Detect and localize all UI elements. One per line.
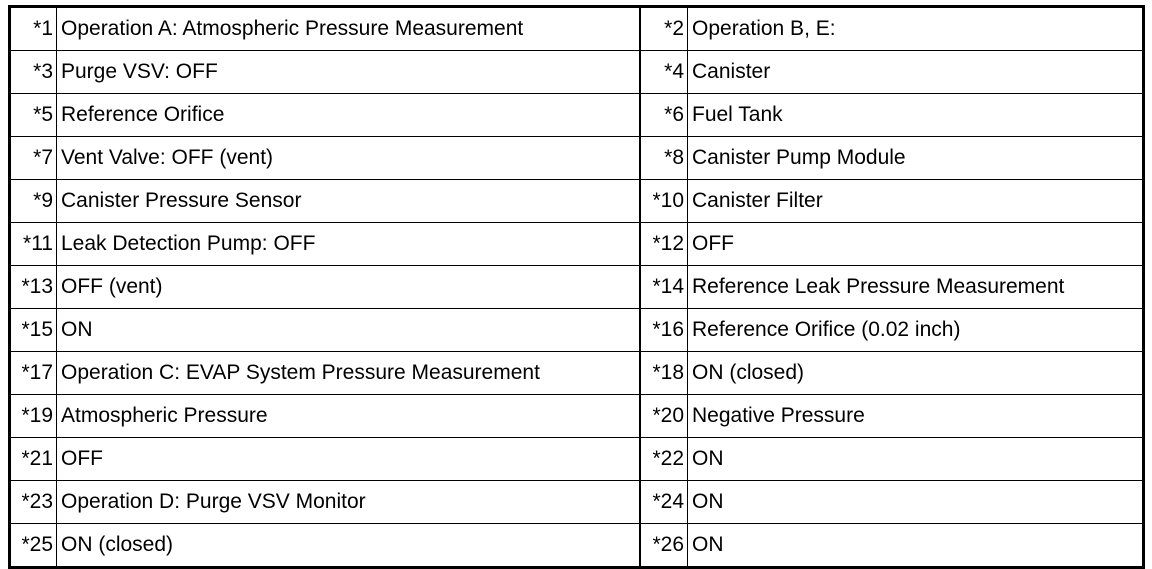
table-row [10, 395, 1144, 438]
callout-code: *10 [640, 180, 688, 223]
callout-code: *26 [640, 524, 688, 568]
callout-code: *11 [10, 223, 57, 266]
callout-code: *21 [10, 438, 57, 481]
callout-label: Fuel Tank [688, 94, 1144, 137]
callout-code: *3 [10, 51, 57, 94]
callout-label: Operation D: Purge VSV Monitor [57, 481, 640, 524]
callout-label: OFF [57, 438, 640, 481]
callout-label: Operation C: EVAP System Pressure Measurement [57, 352, 640, 395]
callout-label: Operation A: Atmospheric Pressure Measurement [57, 7, 640, 51]
callout-label: Negative Pressure [688, 395, 1144, 438]
callout-code: *2 [640, 7, 688, 51]
callout-label: Reference Orifice (0.02 inch) [688, 309, 1144, 352]
callout-label: ON (closed) [688, 352, 1144, 395]
callout-code: *1 [10, 7, 57, 51]
table-row [10, 438, 1144, 481]
callout-label: ON [688, 438, 1144, 481]
callout-code: *15 [10, 309, 57, 352]
table-row [10, 524, 1144, 568]
callout-label: Reference Leak Pressure Measurement [688, 266, 1144, 309]
callout-code: *20 [640, 395, 688, 438]
legend-table-body [10, 7, 1144, 568]
callout-label: ON [688, 524, 1144, 568]
callout-label: Leak Detection Pump: OFF [57, 223, 640, 266]
callout-label: Canister Pump Module [688, 137, 1144, 180]
callout-code: *14 [640, 266, 688, 309]
callout-code: *17 [10, 352, 57, 395]
callout-label: OFF [688, 223, 1144, 266]
callout-code: *19 [10, 395, 57, 438]
callout-label: Operation B, E: [688, 7, 1144, 51]
callout-label: Reference Orifice [57, 94, 640, 137]
callout-label: Vent Valve: OFF (vent) [57, 137, 640, 180]
table-row [10, 352, 1144, 395]
callout-code: *23 [10, 481, 57, 524]
callout-code: *4 [640, 51, 688, 94]
callout-label: Purge VSV: OFF [57, 51, 640, 94]
callout-code: *8 [640, 137, 688, 180]
table-row [10, 51, 1144, 94]
table-row [10, 137, 1144, 180]
callout-label: Canister Filter [688, 180, 1144, 223]
table-row [10, 309, 1144, 352]
callout-code: *22 [640, 438, 688, 481]
table-row [10, 94, 1144, 137]
callout-code: *7 [10, 137, 57, 180]
callout-code: *9 [10, 180, 57, 223]
legend-table [8, 5, 1145, 569]
callout-code: *24 [640, 481, 688, 524]
callout-code: *18 [640, 352, 688, 395]
callout-label: Canister Pressure Sensor [57, 180, 640, 223]
callout-code: *13 [10, 266, 57, 309]
callout-label: Canister [688, 51, 1144, 94]
callout-label: Atmospheric Pressure [57, 395, 640, 438]
table-row [10, 7, 1144, 51]
callout-label: ON (closed) [57, 524, 640, 568]
table-row [10, 266, 1144, 309]
callout-label: OFF (vent) [57, 266, 640, 309]
table-row [10, 180, 1144, 223]
callout-code: *12 [640, 223, 688, 266]
callout-code: *6 [640, 94, 688, 137]
callout-label: ON [688, 481, 1144, 524]
table-row [10, 223, 1144, 266]
callout-label: ON [57, 309, 640, 352]
callout-code: *16 [640, 309, 688, 352]
callout-code: *5 [10, 94, 57, 137]
callout-code: *25 [10, 524, 57, 568]
table-row [10, 481, 1144, 524]
